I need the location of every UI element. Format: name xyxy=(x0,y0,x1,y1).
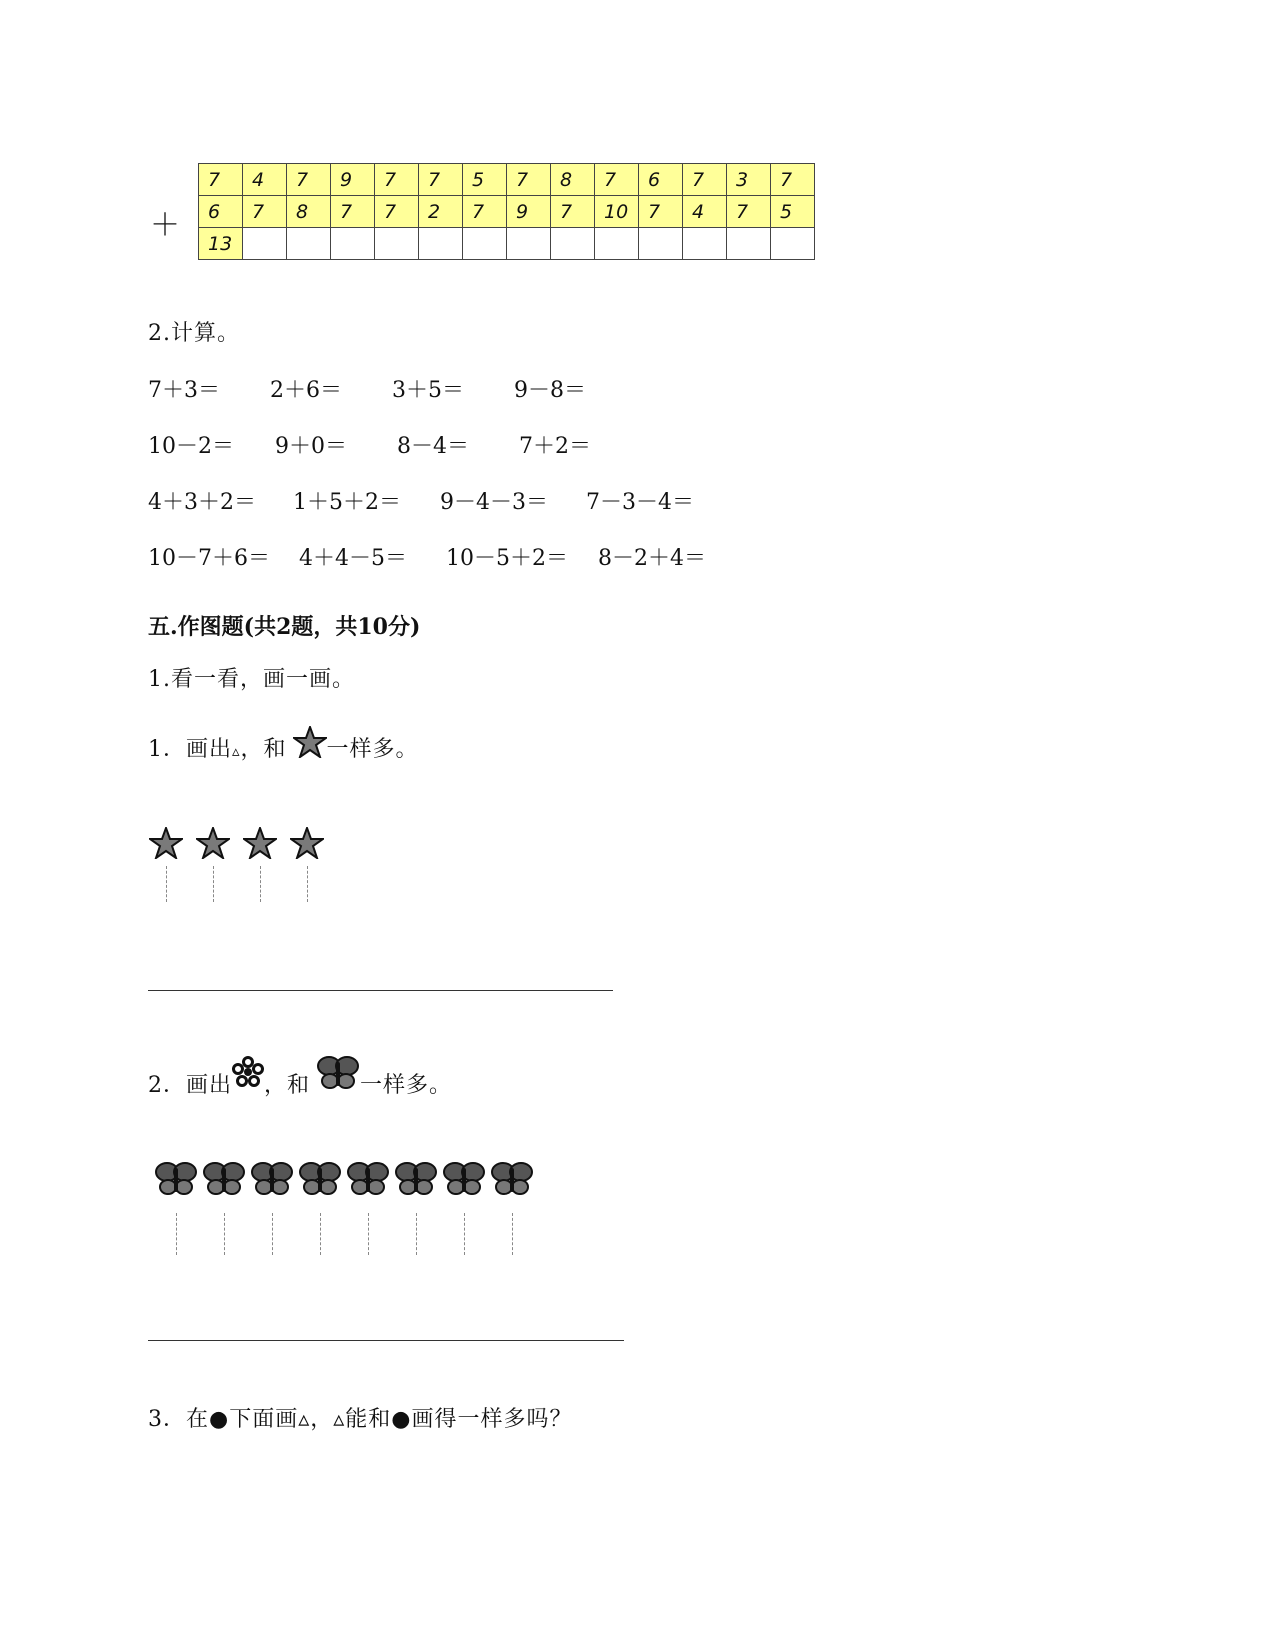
table-cell: 7 xyxy=(551,196,595,228)
calc-expression: 7＋3＝ xyxy=(148,378,220,403)
table-cell: 13 xyxy=(199,228,243,260)
calc-expression: 9－4－3＝ xyxy=(440,490,548,515)
table-cell[interactable] xyxy=(727,228,771,260)
table-cell: 7 xyxy=(507,164,551,196)
calc-expression: 2＋6＝ xyxy=(270,378,342,403)
table-cell: 7 xyxy=(287,164,331,196)
sub1-line xyxy=(148,726,419,763)
table-cell[interactable] xyxy=(507,228,551,260)
star-icon xyxy=(293,726,327,758)
butterfly-icon xyxy=(442,1160,486,1198)
table-cell: 7 xyxy=(419,164,463,196)
answer-underline-1 xyxy=(148,990,613,991)
table-cell[interactable] xyxy=(331,228,375,260)
calc-expression: 10－2＝ xyxy=(148,434,234,459)
star-icon xyxy=(196,827,230,859)
table-row xyxy=(199,228,815,260)
dashed-guide xyxy=(368,1213,369,1255)
calc-expression: 9＋0＝ xyxy=(275,434,347,459)
sub2-suffix: 一样多。 xyxy=(360,1073,453,1098)
calc-expression: 3＋5＝ xyxy=(392,378,464,403)
table-cell: 7 xyxy=(639,196,683,228)
dashed-guide xyxy=(512,1213,513,1255)
table-cell: 5 xyxy=(771,196,815,228)
dashed-guide xyxy=(416,1213,417,1255)
table-cell: 8 xyxy=(551,164,595,196)
butterfly-icon xyxy=(250,1160,294,1198)
table-cell: 5 xyxy=(463,164,507,196)
table-cell: 4 xyxy=(243,164,287,196)
q2-title: 2.计算。 xyxy=(148,321,240,346)
calc-expression: 9－8＝ xyxy=(514,378,586,403)
dashed-guide xyxy=(213,866,214,902)
table-row xyxy=(199,164,815,196)
flower-icon xyxy=(232,1056,264,1088)
table-cell: 10 xyxy=(595,196,639,228)
addition-table xyxy=(198,163,815,260)
table-cell: 7 xyxy=(375,164,419,196)
table-cell: 7 xyxy=(199,164,243,196)
table-cell: 7 xyxy=(771,164,815,196)
table-cell: 4 xyxy=(683,196,727,228)
calc-expression: 8－4＝ xyxy=(397,434,469,459)
star-icon xyxy=(243,827,277,859)
dashed-guide xyxy=(224,1213,225,1255)
table-cell[interactable] xyxy=(287,228,331,260)
butterfly-icon xyxy=(298,1160,342,1198)
calc-expression: 8－2＋4＝ xyxy=(598,546,706,571)
dashed-guide xyxy=(260,866,261,902)
section-heading: 五.作图题(共2题，共10分) xyxy=(148,614,421,640)
butterfly-icon xyxy=(346,1160,390,1198)
butterfly-icon xyxy=(154,1160,198,1198)
table-cell: 7 xyxy=(463,196,507,228)
table-cell: 7 xyxy=(243,196,287,228)
sub2-prefix: 2．画出 xyxy=(148,1073,232,1098)
dashed-guide xyxy=(176,1213,177,1255)
dashed-guide xyxy=(320,1213,321,1255)
calc-expression: 1＋5＋2＝ xyxy=(293,490,401,515)
table-cell[interactable] xyxy=(243,228,287,260)
table-cell[interactable] xyxy=(683,228,727,260)
triangle-icon: ▵ xyxy=(232,742,241,760)
sub2-mid: ，和 xyxy=(264,1073,311,1098)
butterfly-icon xyxy=(490,1160,534,1198)
calc-expression: 10－7＋6＝ xyxy=(148,546,270,571)
sub3-line: 3．在●下面画▵，▵能和●画得一样多吗？ xyxy=(148,1407,573,1432)
table-cell: 2 xyxy=(419,196,463,228)
table-cell[interactable] xyxy=(419,228,463,260)
dashed-guide xyxy=(307,866,308,902)
table-cell[interactable] xyxy=(463,228,507,260)
table-cell: 7 xyxy=(331,196,375,228)
calc-expression: 7＋2＝ xyxy=(519,434,591,459)
sub1-prefix: 1．画出 xyxy=(148,737,232,762)
dashed-guide xyxy=(464,1213,465,1255)
table-cell[interactable] xyxy=(595,228,639,260)
dashed-guide xyxy=(166,866,167,902)
table-cell: 6 xyxy=(639,164,683,196)
star-icon xyxy=(149,827,183,859)
table-cell: 9 xyxy=(331,164,375,196)
table-cell[interactable] xyxy=(639,228,683,260)
butterfly-icon xyxy=(316,1054,360,1092)
table-cell: 7 xyxy=(595,164,639,196)
table-cell: 9 xyxy=(507,196,551,228)
butterfly-icon xyxy=(394,1160,438,1198)
table-cell: 6 xyxy=(199,196,243,228)
table-cell[interactable] xyxy=(375,228,419,260)
calc-expression: 4＋4－5＝ xyxy=(299,546,407,571)
plus-operator: ＋ xyxy=(150,208,180,243)
answer-underline-2 xyxy=(148,1340,624,1341)
table-cell: 8 xyxy=(287,196,331,228)
q1-title: 1.看一看，画一画。 xyxy=(148,667,355,692)
calc-expression: 7－3－4＝ xyxy=(586,490,694,515)
table-cell: 3 xyxy=(727,164,771,196)
sub2-line xyxy=(148,1054,452,1099)
table-cell: 7 xyxy=(727,196,771,228)
calc-expression: 4＋3＋2＝ xyxy=(148,490,256,515)
butterfly-icon xyxy=(202,1160,246,1198)
table-row xyxy=(199,196,815,228)
sub1-mid: ，和 xyxy=(240,737,287,762)
sub1-suffix: 一样多。 xyxy=(326,737,419,762)
table-cell: 7 xyxy=(375,196,419,228)
calc-expression: 10－5＋2＝ xyxy=(446,546,568,571)
dashed-guide xyxy=(272,1213,273,1255)
table-cell[interactable] xyxy=(771,228,815,260)
star-icon xyxy=(290,827,324,859)
table-cell: 7 xyxy=(683,164,727,196)
table-cell[interactable] xyxy=(551,228,595,260)
